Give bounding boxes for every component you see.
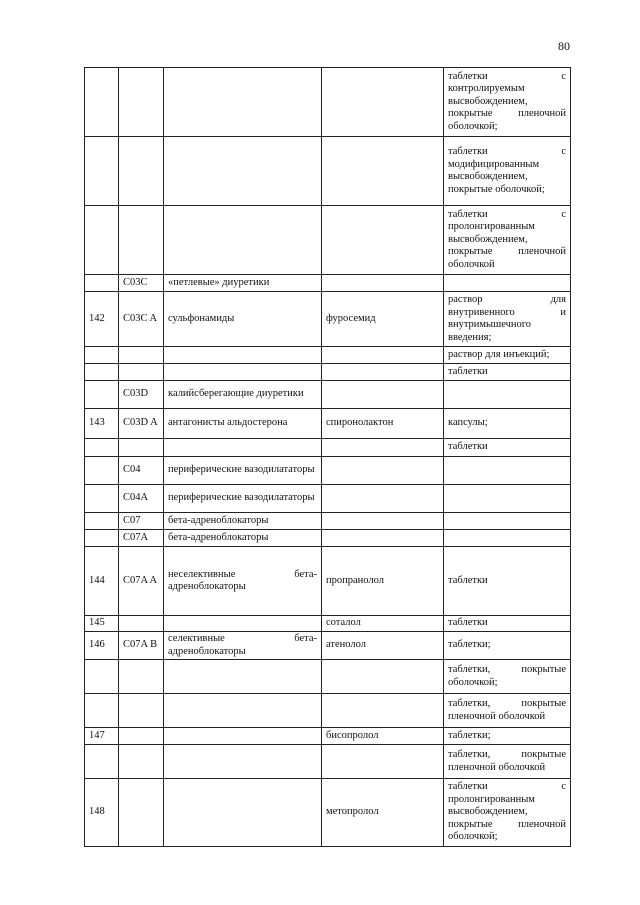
- dosage-form: раствор для внутривенного и внутримышечного введения;: [444, 292, 571, 347]
- dosage-form: раствор для инъекций;: [444, 347, 571, 364]
- pharmacological-group: [164, 68, 322, 137]
- drug-table: [84, 67, 571, 847]
- pharmacological-group: [164, 137, 322, 206]
- row-number: 147: [85, 728, 119, 745]
- pharmacological-group: [164, 364, 322, 381]
- pharmacological-group: [164, 206, 322, 275]
- table-row: [85, 530, 571, 547]
- table-row: [85, 409, 571, 439]
- pharmacological-group: [164, 439, 322, 457]
- dosage-form: [444, 513, 571, 530]
- row-number: [85, 439, 119, 457]
- dosage-form: таблетки с пролонгированным высвобождением, покрытые пленочной оболочкой;: [444, 779, 571, 847]
- dosage-form: таблетки, покрытые пленочной оболочкой: [444, 745, 571, 779]
- row-number: [85, 485, 119, 513]
- drug-name: [322, 660, 444, 694]
- drug-name: [322, 513, 444, 530]
- row-number: 145: [85, 616, 119, 632]
- atc-code: C03C A: [119, 292, 164, 347]
- pharmacological-group: «петлевые» диуретики: [164, 275, 322, 292]
- atc-code: C03C: [119, 275, 164, 292]
- pharmacological-group: неселективные бета-адреноблокаторы: [164, 547, 322, 616]
- row-number: [85, 457, 119, 485]
- drug-name: бисопролол: [322, 728, 444, 745]
- drug-name: [322, 137, 444, 206]
- pharmacological-group: [164, 616, 322, 632]
- table-row: [85, 745, 571, 779]
- pharmacological-group: периферические вазодилататоры: [164, 485, 322, 513]
- dosage-form: таблетки: [444, 547, 571, 616]
- row-number: [85, 530, 119, 547]
- atc-code: C03D: [119, 381, 164, 409]
- row-number: 144: [85, 547, 119, 616]
- row-number: 142: [85, 292, 119, 347]
- atc-code: C07A B: [119, 632, 164, 660]
- pharmacological-group: [164, 745, 322, 779]
- table-row: [85, 137, 571, 206]
- pharmacological-group: бета-адреноблокаторы: [164, 530, 322, 547]
- drug-name: соталол: [322, 616, 444, 632]
- dosage-form: [444, 530, 571, 547]
- dosage-form: капсулы;: [444, 409, 571, 439]
- table-row: [85, 728, 571, 745]
- pharmacological-group: антагонисты альдостерона: [164, 409, 322, 439]
- drug-name: [322, 530, 444, 547]
- table-row: [85, 547, 571, 616]
- drug-name: атенолол: [322, 632, 444, 660]
- atc-code: [119, 616, 164, 632]
- atc-code: C07A: [119, 530, 164, 547]
- row-number: [85, 745, 119, 779]
- drug-name: [322, 457, 444, 485]
- dosage-form: таблетки, покрытые пленочной оболочкой: [444, 694, 571, 728]
- drug-name: фуросемид: [322, 292, 444, 347]
- dosage-form: таблетки, покрытые оболочкой;: [444, 660, 571, 694]
- drug-name: [322, 745, 444, 779]
- dosage-form: [444, 381, 571, 409]
- pharmacological-group: [164, 779, 322, 847]
- table-row: [85, 347, 571, 364]
- atc-code: [119, 745, 164, 779]
- dosage-form: таблетки: [444, 439, 571, 457]
- row-number: [85, 206, 119, 275]
- table-row: [85, 275, 571, 292]
- pharmacological-group: сульфонамиды: [164, 292, 322, 347]
- dosage-form: таблетки;: [444, 728, 571, 745]
- atc-code: [119, 660, 164, 694]
- row-number: 146: [85, 632, 119, 660]
- dosage-form: [444, 275, 571, 292]
- dosage-form: таблетки с пролонгированным высвобождением, покрытые пленочной оболочкой: [444, 206, 571, 275]
- table-row: [85, 694, 571, 728]
- dosage-form: таблетки с контролируемым высвобождением, покрытые пленочной оболочкой;: [444, 68, 571, 137]
- pharmacological-group: бета-адреноблокаторы: [164, 513, 322, 530]
- pharmacological-group: [164, 347, 322, 364]
- dosage-form: таблетки: [444, 364, 571, 381]
- dosage-form: таблетки: [444, 616, 571, 632]
- row-number: [85, 364, 119, 381]
- dosage-form: [444, 485, 571, 513]
- table-row: [85, 439, 571, 457]
- drug-name: пропранолол: [322, 547, 444, 616]
- table-row: [85, 68, 571, 137]
- dosage-form: таблетки;: [444, 632, 571, 660]
- row-number: [85, 137, 119, 206]
- pharmacological-group: [164, 660, 322, 694]
- drug-name: [322, 439, 444, 457]
- table-row: [85, 513, 571, 530]
- atc-code: [119, 694, 164, 728]
- table-row: [85, 381, 571, 409]
- pharmacological-group: селективные бета-адреноблокаторы: [164, 632, 322, 660]
- atc-code: [119, 364, 164, 381]
- row-number: 148: [85, 779, 119, 847]
- row-number: 143: [85, 409, 119, 439]
- table-row: [85, 616, 571, 632]
- dosage-form: таблетки с модифицированным высвобождением, покрытые оболочкой;: [444, 137, 571, 206]
- page-number: 80: [558, 39, 570, 53]
- drug-name: [322, 275, 444, 292]
- drug-name: [322, 364, 444, 381]
- pharmacological-group: [164, 694, 322, 728]
- drug-name: [322, 694, 444, 728]
- atc-code: C07A A: [119, 547, 164, 616]
- atc-code: C07: [119, 513, 164, 530]
- atc-code: [119, 439, 164, 457]
- atc-code: C03D A: [119, 409, 164, 439]
- drug-name: [322, 206, 444, 275]
- table-row: [85, 660, 571, 694]
- drug-name: [322, 347, 444, 364]
- drug-name: [322, 68, 444, 137]
- drug-name: [322, 485, 444, 513]
- atc-code: [119, 68, 164, 137]
- row-number: [85, 68, 119, 137]
- atc-code: [119, 137, 164, 206]
- table-row: [85, 206, 571, 275]
- table-row: [85, 485, 571, 513]
- pharmacological-group: периферические вазодилататоры: [164, 457, 322, 485]
- dosage-form: [444, 457, 571, 485]
- pharmacological-group: калийсберегающие диуретики: [164, 381, 322, 409]
- row-number: [85, 347, 119, 364]
- atc-code: [119, 779, 164, 847]
- table-row: [85, 779, 571, 847]
- row-number: [85, 275, 119, 292]
- atc-code: [119, 728, 164, 745]
- row-number: [85, 660, 119, 694]
- table-row: [85, 632, 571, 660]
- row-number: [85, 694, 119, 728]
- table-row: [85, 292, 571, 347]
- drug-name: метопролол: [322, 779, 444, 847]
- row-number: [85, 381, 119, 409]
- drug-name: [322, 381, 444, 409]
- atc-code: [119, 347, 164, 364]
- table-row: [85, 457, 571, 485]
- row-number: [85, 513, 119, 530]
- pharmacological-group: [164, 728, 322, 745]
- table-row: [85, 364, 571, 381]
- atc-code: [119, 206, 164, 275]
- drug-name: спиронолактон: [322, 409, 444, 439]
- atc-code: C04A: [119, 485, 164, 513]
- atc-code: C04: [119, 457, 164, 485]
